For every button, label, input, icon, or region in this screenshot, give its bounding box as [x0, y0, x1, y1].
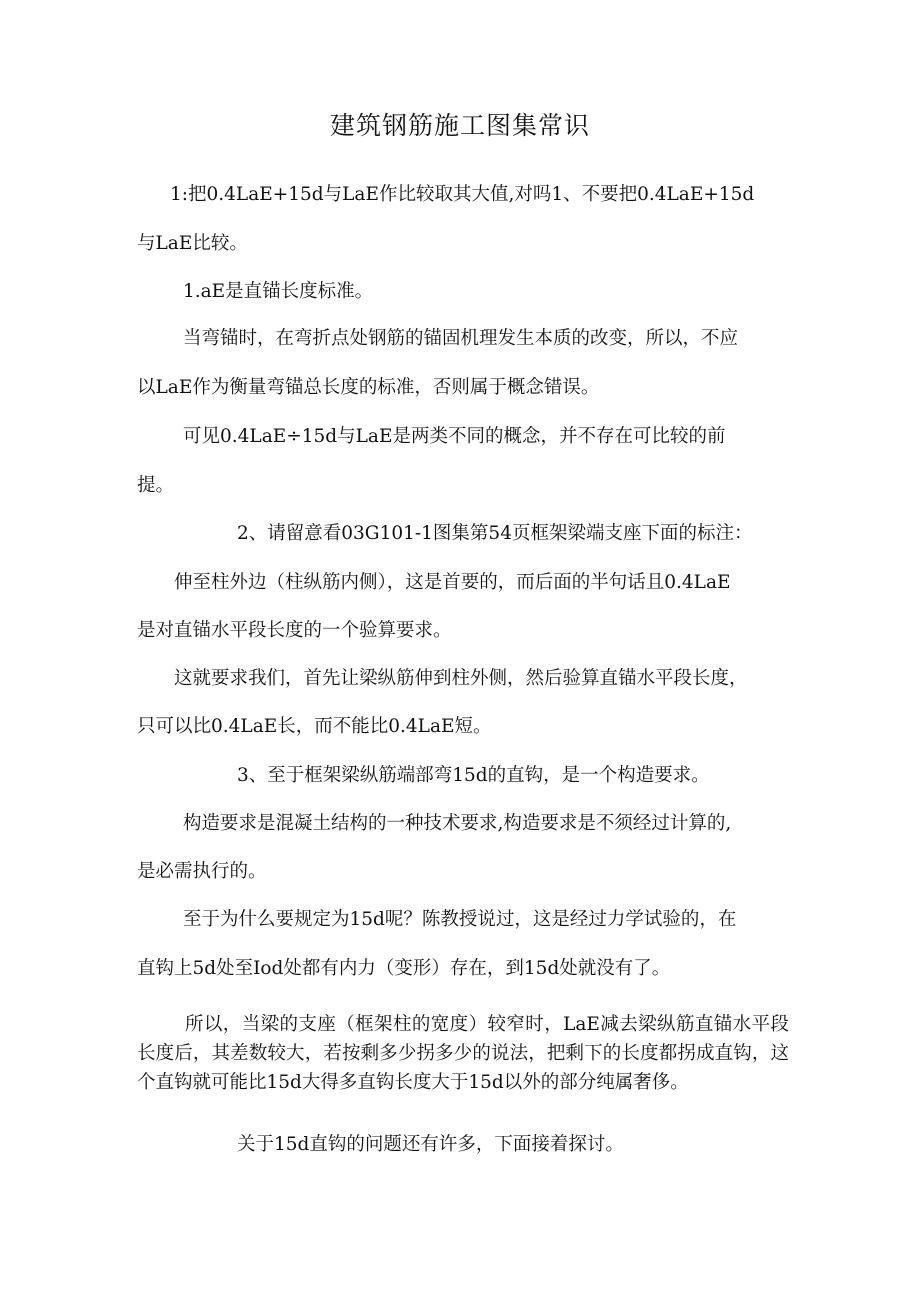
text-line-17: 直钩上5d处至Iod处都有内力（变形）存在，到15d处就没有了。	[137, 958, 671, 979]
text-line-6: 可见0.4LaE÷15d与LaE是两类不同的概念，并不存在可比较的前	[183, 426, 726, 447]
text-line-9: 伸至柱外边（柱纵筋内侧），这是首要的，而后面的半句话且0.4LaE	[174, 572, 731, 593]
text-line-8: 2、请留意看03G101-1图集第54页框架梁端支座下面的标注：	[237, 523, 753, 544]
text-line-13: 3、至于框架梁纵筋端部弯15d的直钩，是一个构造要求。	[237, 765, 710, 786]
text-line-7: 提。	[137, 475, 175, 496]
closing-line: 关于15d直钩的问题还有许多，下面接着探讨。	[237, 1134, 624, 1155]
text-line-15: 是必需执行的。	[137, 861, 267, 882]
text-line-4: 当弯锚时，在弯折点处钢筋的锚固机理发生本质的改变，所以，不应	[183, 328, 739, 349]
text-line-14: 构造要求是混凝土结构的一种技术要求,构造要求是不须经过计算的,	[183, 813, 732, 834]
text-line-10: 是对直锚水平段长度的一个验算要求。	[137, 620, 452, 641]
text-line-3: 1.aE是直锚长度标准。	[183, 281, 374, 302]
text-line-16: 至于为什么要规定为15d呢？陈教授说过，这是经过力学试验的，在	[183, 909, 737, 930]
text-line-12: 只可以比0.4LaE长，而不能比0.4LaE短。	[137, 716, 492, 737]
text-line-2: 与LaE比较。	[137, 233, 248, 254]
text-line-11: 这就要求我们，首先让梁纵筋伸到柱外侧，然后验算直锚水平段长度，	[174, 668, 748, 689]
text-line-5: 以LaE作为衡量弯锚总长度的标准，否则属于概念错误。	[137, 377, 600, 398]
text-line-1: 1:把0.4LaE+15d与LaE作比较取其大值,对吗1、不要把0.4LaE+15d	[170, 184, 755, 205]
paragraph-support-width: 所以，当梁的支座（框架柱的宽度）较窄时，LaE减去梁纵筋直锚水平段长度后，其差数较大，若按剩多少拐多少的说法，把剩下的长度都拐成直钩，这个直钩就可能比15d大得多直钩长度大于15d以外的部分纯属奢侈。	[137, 1014, 789, 1093]
document-title: 建筑钢筋施工图集常识	[329, 111, 590, 140]
